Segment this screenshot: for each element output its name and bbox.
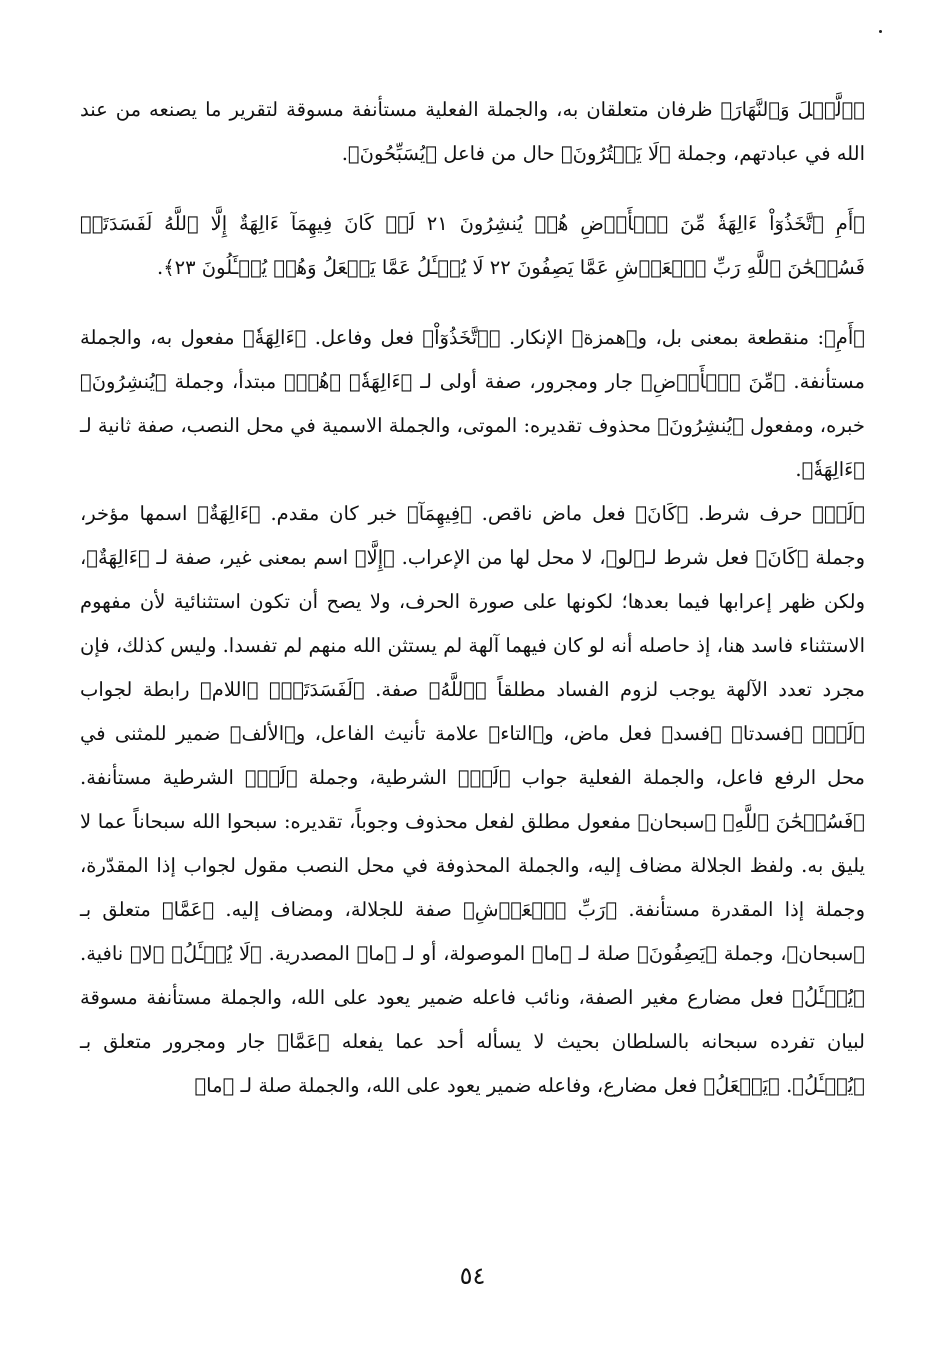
paragraph-intro: ﴿ٱلَّيۡلَ وَٱلنَّهَارَ﴾ ظرفان متعلقان به، والجملة الفعلية مستأنفة مسوقة لتقرير ما يصنعه من عند الله في عبادتهم، وجملة ﴿لَا يَفۡتُرُونَ﴾ حال من فاعل ﴿يُسَبِّحُونَ﴾. (80, 98, 865, 165)
page-number: ٥٤ (459, 1262, 486, 1290)
paragraph-parsing-2: ﴿لَوۡ﴾ حرف شرط. ﴿كَانَ﴾ فعل ماض ناقص. ﴿فِيهِمَآ﴾ خبر كان مقدم. ﴿ءَالِهَةٌ﴾ اسمها مؤخر، وجملة ﴿كَانَ﴾ فعل شرط لـ﴿لو﴾، لا محل لها من الإعراب. ﴿إِلَّا﴾ اسم بمعنى غير، صفة لـ ﴿ءَالِهَةٌ﴾، ولكن ظهر إعرابها فيما بعدها؛ لكونها على صورة الحرف، ولا يصح أن تكون استثنائية لأن مفهوم الاستثناء فاسد هنا، إذ حاصله أنه لو كان فيهما آلهة لم يستثن الله منهم لم تفسدا. وليس كذلك، فإن مجرد تعدد الآلهة يوجب لزوم الفساد مطلقاً ﴿ٱللَّهُ﴾ صفة. ﴿لَفَسَدَتَاۚ﴾ ﴿اللام﴾ رابطة لجواب ﴿لَوۡ﴾ ﴿فسدتا﴾ ﴿فسد﴾ فعل ماض، و﴿التاء﴾ علامة تأنيث الفاعل، و﴿الألف﴾ ضمير للمثنى في محل الرفع فاعل، والجملة الفعلية جواب ﴿لَوۡ﴾ الشرطية، وجملة ﴿لَوۡ﴾ الشرطية مستأنفة. ﴿فَسُبۡحَٰنَ ٱللَّهِ﴾ ﴿سبحان﴾ مفعول مطلق لفعل محذوف وجوباً، تقديره: سبحوا الله سبحاناً عما لا يليق به. ولفظ الجلالة مضاف إليه، والجملة المحذوفة في محل النصب مقول لجواب إذا المقدّرة، وجملة إذا المقدرة مستأنفة. ﴿رَبِّ ٱلۡعَرۡشِ﴾ صفة للجلالة، ومضاف إليه. ﴿عَمَّا﴾ متعلق بـ ﴿سبحان﴾، وجملة ﴿يَصِفُونَ﴾ صلة لـ ﴿ما﴾ الموصولة، أو لـ ﴿ما﴾ المصدرية. ﴿لَا يُسۡـَٔلُ﴾ ﴿لا﴾ نافية. ﴿يُسۡـَٔلُ﴾ فعل مضارع مغير الصفة، ونائب فاعله ضمير يعود على الله، والجملة مستأنفة مسوقة لبيان تفرده سبحانه بالسلطان بحيث لا يسأله أحد عما يفعله ﴿عَمَّا﴾ جار ومجرور متعلق بـ ﴿يُسۡـَٔلُ﴾. ﴿يَفۡعَلُ﴾ فعل مضارع، وفاعله ضمير يعود على الله، والجملة صلة لـ ﴿ما﴾ (80, 502, 865, 1097)
paragraph-parsing-1: ﴿أَمِ﴾: منقطعة بمعنى بل، و﴿همزة﴾ الإنكار. ﴿ٱتَّخَذُوٓاْ﴾ فعل وفاعل. ﴿ءَالِهَةٗ﴾ مفعول به، والجملة مستأنفة. ﴿مِّنَ ٱلۡأَرۡضِ﴾ جار ومجرور، صفة أولى لـ ﴿ءَالِهَةٗ﴾ ﴿هُمۡ﴾ مبتدأ، وجملة ﴿يُنشِرُونَ﴾ خبره، ومفعول ﴿يُنشِرُونَ﴾ محذوف تقديره: الموتى، والجملة الاسمية في محل النصب، صفة ثانية لـ ﴿ءَالِهَةٗ﴾. (80, 326, 865, 481)
page-body (80, 88, 865, 1108)
quran-verse: ﴿أَمِ ٱتَّخَذُوٓاْ ءَالِهَةٗ مِّنَ ٱلۡأَرۡضِ هُمۡ يُنشِرُونَ ٢١ لَوۡ كَانَ فِيهِمَآ ءَالِهَةٌ إِلَّا ٱللَّهُ لَفَسَدَتَاۚ فَسُبۡحَٰنَ ٱللَّهِ رَبِّ ٱلۡعَرۡشِ عَمَّا يَصِفُونَ ٢٢ لَا يُسۡـَٔلُ عَمَّا يَفۡعَلُ وَهُمۡ يُسۡـَٔلُونَ ٢٣﴾. (80, 212, 865, 279)
corner-speck (879, 30, 882, 33)
